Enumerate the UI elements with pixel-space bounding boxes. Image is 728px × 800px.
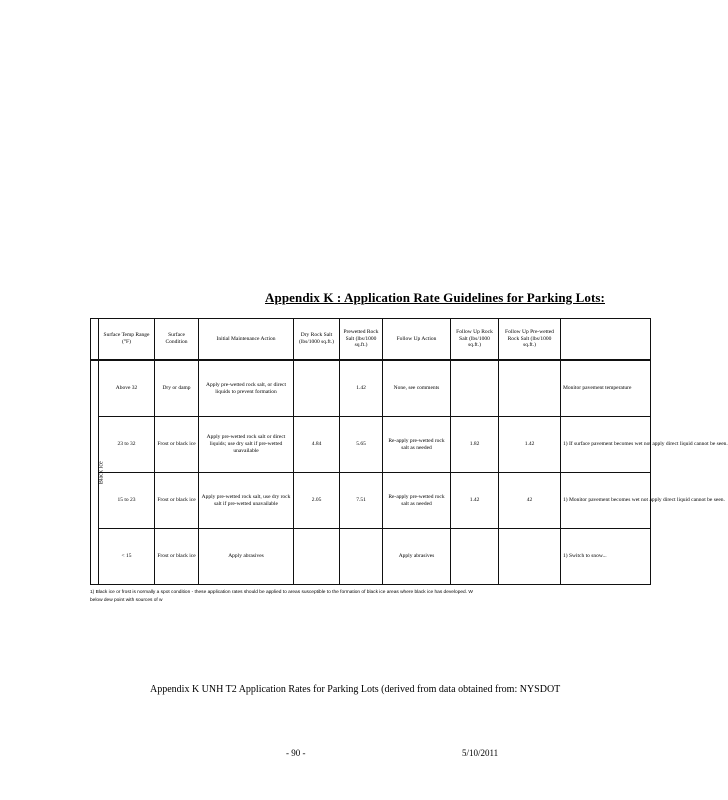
header-prewetted-rock-salt: Prewetted Rock Salt (lbs/1000 sq.ft.) <box>340 319 383 361</box>
prewet-salt-cell: 5.65 <box>340 417 383 473</box>
table-row <box>91 529 651 585</box>
table-footnote <box>90 589 650 605</box>
footnote-line: 1) Black ice or frost is normally a spot condition - these application rates should be applied to areas susceptible to the formation of black ice areas where black ice has developed. W <box>90 590 473 595</box>
temp-cell: < 15 <box>99 529 155 585</box>
table-row <box>91 360 651 417</box>
header-follow-up-prewetted: Follow Up Pre-wetted Rock Salt (lbs/1000 sq.ft.) <box>499 319 561 361</box>
rate-grid <box>90 318 728 585</box>
header-cell <box>91 319 99 361</box>
temp-cell: 15 to 23 <box>99 473 155 529</box>
table-row <box>91 417 651 473</box>
dry-salt-cell: 4.84 <box>294 417 340 473</box>
header-temp-range: Surface Temp Range (°F) <box>99 319 155 361</box>
header-follow-up-action: Follow Up Action <box>383 319 451 361</box>
fu-salt-cell <box>451 360 499 417</box>
fu-salt-cell <box>451 529 499 585</box>
header-surface-condition: Surface Condition <box>155 319 199 361</box>
fu-prewet-cell: 42 <box>499 473 561 529</box>
action-cell: Apply pre-wetted rock salt or direct liquids; use dry salt if pre-wetted unavailable <box>199 417 294 473</box>
condition-cell: Frost or black ice <box>155 473 199 529</box>
footnote-line: below dew point with sources of w <box>90 598 163 604</box>
table-row <box>91 473 651 529</box>
fu-prewet-cell: 1.42 <box>499 417 561 473</box>
temp-cell: Above 32 <box>99 360 155 417</box>
action-cell: Apply pre-wetted rock salt, use dry rock salt if pre-wetted unavailable <box>199 473 294 529</box>
fu-salt-cell: 1.42 <box>451 473 499 529</box>
prewet-salt-cell: 1.42 <box>340 360 383 417</box>
followup-cell: Re-apply pre-wetted rock salt as needed <box>383 473 451 529</box>
action-cell: Apply pre-wetted rock salt, or direct liquids to prevent formation <box>199 360 294 417</box>
prewet-salt-cell: 7.51 <box>340 473 383 529</box>
prewet-salt-cell <box>340 529 383 585</box>
followup-cell: Apply abrasives <box>383 529 451 585</box>
black-ice-label: Black Ice <box>98 461 105 484</box>
fu-prewet-cell <box>499 360 561 417</box>
comment-cell: 1) If surface pavement becomes wet not apply direct liquid cannot be seen. <box>561 417 651 473</box>
action-cell: Apply abrasives <box>199 529 294 585</box>
header-initial-action: Initial Maintenance Action <box>199 319 294 361</box>
figure-caption: Appendix K UNH T2 Application Rates for Parking Lots (derived from data obtained from: NYSDOT <box>150 684 561 695</box>
comment-cell: Monitor pavement temperature <box>561 360 651 417</box>
comment-cell: 1) Switch to snow... <box>561 529 651 585</box>
dry-salt-cell <box>294 529 340 585</box>
followup-cell: None, see comments <box>383 360 451 417</box>
comment-cell: 1) Monitor pavement becomes wet not apply direct liquid cannot be seen. <box>561 473 651 529</box>
fu-prewet-cell <box>499 529 561 585</box>
page-number: - 90 - <box>286 748 306 758</box>
fu-salt-cell: 1.82 <box>451 417 499 473</box>
appendix-heading: Appendix K : Application Rate Guidelines for Parking Lots: <box>265 290 605 305</box>
header-row <box>91 319 651 361</box>
application-rate-table <box>90 318 728 586</box>
row-group-label <box>91 360 105 585</box>
condition-cell: Frost or black ice <box>155 417 199 473</box>
followup-cell: Re-apply pre-wetted rock salt as needed <box>383 417 451 473</box>
dry-salt-cell <box>294 360 340 417</box>
document-date: 5/10/2011 <box>462 748 499 758</box>
header-comments <box>561 319 651 361</box>
condition-cell: Dry or damp <box>155 360 199 417</box>
temp-cell: 23 to 32 <box>99 417 155 473</box>
header-follow-up-rock-salt: Follow Up Rock Salt (lbs/1000 sq.ft.) <box>451 319 499 361</box>
condition-cell: Frost or black ice <box>155 529 199 585</box>
dry-salt-cell: 2.05 <box>294 473 340 529</box>
header-dry-rock-salt: Dry Rock Salt (lbs/1000 sq.ft.) <box>294 319 340 361</box>
